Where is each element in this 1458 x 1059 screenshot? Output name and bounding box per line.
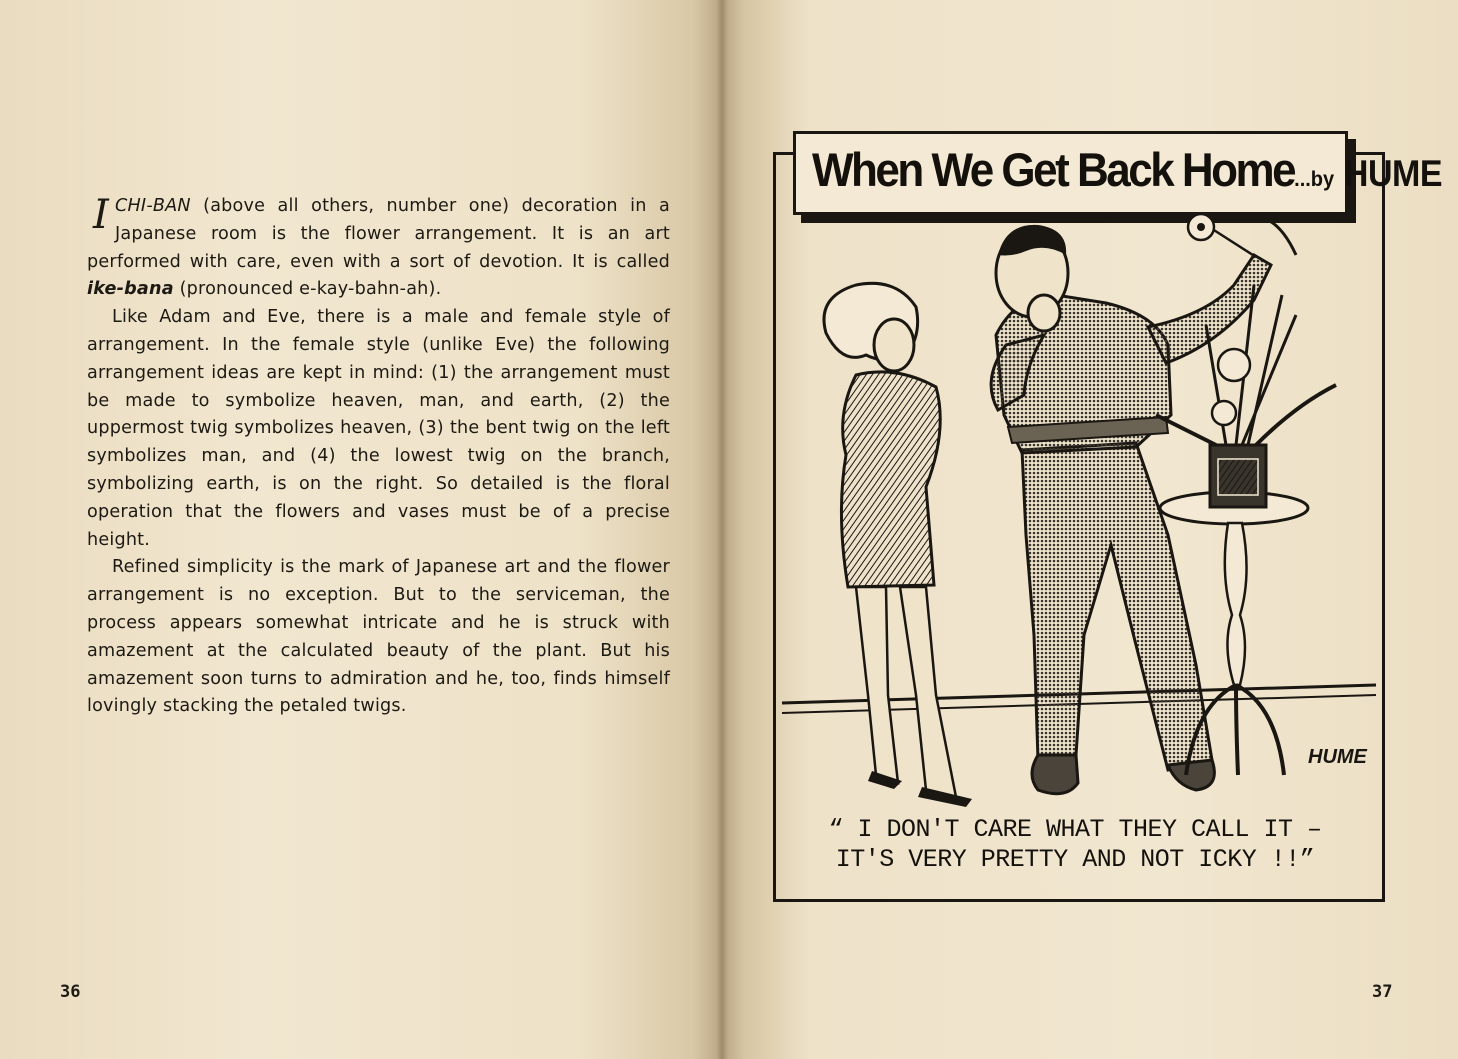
drop-cap: I xyxy=(93,192,110,238)
paragraph-1-text-b: (pronounced e-kay-bahn-ah). xyxy=(173,279,442,300)
woman xyxy=(824,283,972,807)
cartoon-title xyxy=(812,144,1442,198)
page-number-left: 36 xyxy=(60,982,81,1002)
artist-signature: HUME xyxy=(1308,746,1367,768)
gutter-shadow xyxy=(716,0,728,1059)
page-number-right: 37 xyxy=(1372,982,1393,1002)
paragraph-1-text-a: (above all others, number one) decoration in a Japanese room is the flower arrangement. It is an art performed with care, even with a sort of devotion. It is called xyxy=(87,196,670,272)
cartoon-title-box xyxy=(793,131,1442,215)
lead-term: CHI-BAN xyxy=(115,196,191,216)
cartoon-illustration xyxy=(776,215,1382,815)
show-through-shadow xyxy=(100,120,660,180)
cartoon-title-author: HUME xyxy=(1343,153,1442,195)
caption-line-1: “ I DON'T CARE WHAT THEY CALL IT – xyxy=(828,815,1322,844)
paragraph-3: Refined simplicity is the mark of Japanese art and the flower arrangement is no exception. But to the serviceman, the process appears somewhat intricate and he is struck with amazement at the calculated beauty of the plant. But his amazement soon turns to admiration and he, too, finds himself lovingly stacking the petaled twigs. xyxy=(87,557,670,717)
cartoon-caption xyxy=(790,815,1360,875)
caption-line-2: IT'S VERY PRETTY AND NOT ICKY !!” xyxy=(835,845,1315,874)
paragraph-1 xyxy=(87,193,670,304)
term-ike-bana: ike-bana xyxy=(87,279,174,300)
article-body xyxy=(87,193,670,721)
paragraph-2: Like Adam and Eve, there is a male and female style of arrangement. In the female style (unlike Eve) the following arrangement ideas are kept in mind: (1) the arrangement must be made to symbolize heaven, man, and earth, (2) the uppermost twig symbolizes heaven, (3) the bent twig on the left symbolizes man, and (4) the lowest twig on the branch, symbolizing earth, is on the right. So detailed is the floral operation that the flowers and vases must be of a precise height. xyxy=(87,307,670,550)
left-page xyxy=(0,0,722,1059)
cartoon-title-main: When We Get Back Home xyxy=(812,144,1295,197)
cartoon-title-by: ...by xyxy=(1294,167,1335,192)
